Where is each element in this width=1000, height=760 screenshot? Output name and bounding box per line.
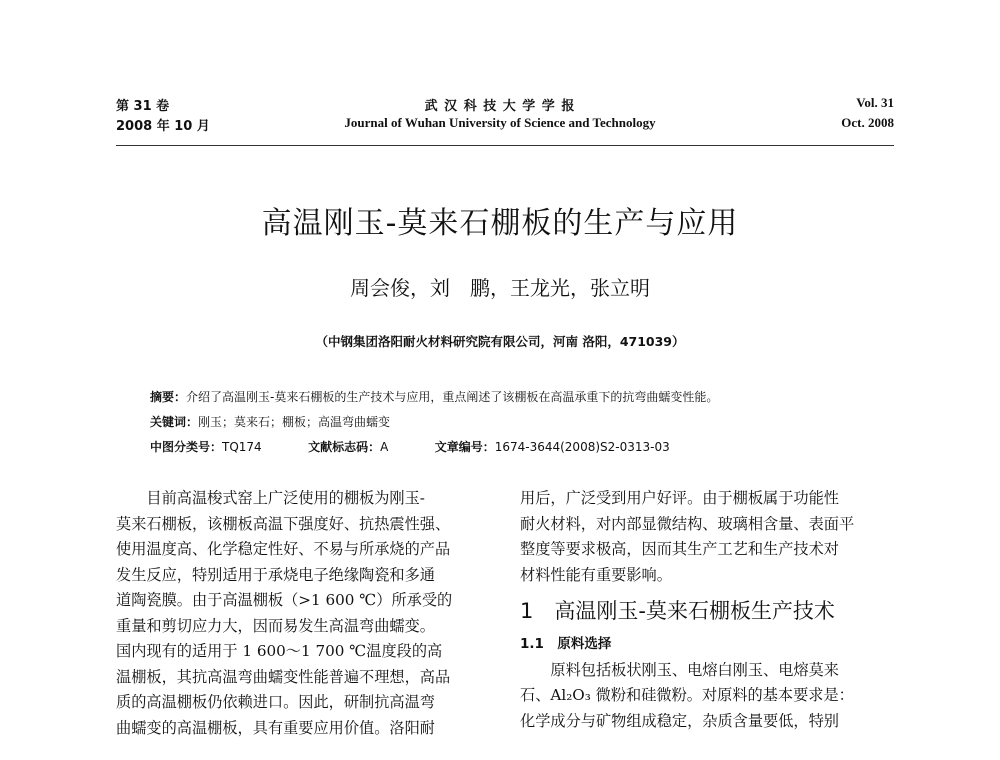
- affiliation: （中钢集团洛阳耐火材料研究院有限公司，河南 洛阳，471039）: [315, 334, 685, 349]
- classification-line: [150, 438, 670, 455]
- body-line: 国内现有的适用于 1 600～1 700 ℃温度段的高: [116, 642, 443, 660]
- section-heading-1: 1 高温刚玉-莫来石棚板生产技术: [520, 599, 835, 623]
- body-line: 使用温度高、化学稳定性好、不易与所承烧的产品: [116, 540, 451, 558]
- abstract-label: 摘要：: [150, 390, 187, 404]
- abstract-text: 介绍了高温刚玉-莫来石棚板的生产技术与应用，重点阐述了该棚板在高温承重下的抗弯曲蠕变性能。: [186, 390, 719, 404]
- body-line: 目前高温梭式窑上广泛使用的棚板为刚玉-: [116, 489, 425, 507]
- keywords: [150, 413, 390, 430]
- body-line: 曲蠕变的高温棚板，具有重要应用价值。洛阳耐: [116, 718, 435, 737]
- article-number-value: 1674-3644(2008)S2-0313-03: [494, 440, 670, 454]
- clc-value: TQ174: [222, 440, 262, 454]
- author-list: 周会俊，刘 鹏，王龙光，张立明: [350, 276, 650, 300]
- vol-label-en: Vol. 31: [856, 95, 894, 110]
- body-line: 温棚板，其抗高温弯曲蠕变性能普遍不理想，高品: [116, 667, 451, 686]
- body-line: 用后，广泛受到用户好评。由于棚板属于功能性: [520, 489, 839, 507]
- left-column: [116, 486, 486, 741]
- body-line: 材料性能有重要影响。: [520, 565, 672, 584]
- date-label-en: Oct. 2008: [841, 115, 894, 130]
- body-line: 道陶瓷膜。由于高温棚板（>1 600 ℃）所承受的: [116, 591, 453, 609]
- right-column: [520, 486, 894, 734]
- clc-label: 中图分类号：: [150, 440, 223, 454]
- paper-title: 高温刚玉-莫来石棚板的生产与应用: [261, 206, 739, 241]
- doc-code-value: A: [380, 440, 389, 454]
- keywords-label: 关键词：: [150, 415, 199, 429]
- body-line: 整度等要求极高，因而其生产工艺和生产技术对: [520, 540, 839, 558]
- body-line: 重量和剪切应力大，因而易发生高温弯曲蠕变。: [116, 616, 435, 635]
- article-number-label: 文章编号：: [434, 440, 495, 454]
- volume-label: 第 31 卷: [116, 99, 170, 114]
- header-rule: [116, 145, 894, 146]
- body-line: 石、Al₂O₃ 微粉和硅微粉。对原料的基本要求是：: [520, 686, 854, 704]
- keywords-text: 刚玉；莫来石；棚板；高温弯曲蠕变: [198, 415, 391, 429]
- body-line: 发生反应，特别适用于承烧电子绝缘陶瓷和多通: [116, 565, 435, 584]
- abstract: [150, 388, 718, 405]
- journal-name-en: Journal of Wuhan University of Science and Technology: [344, 115, 656, 130]
- body-line: 质的高温棚板仍依赖进口。因此，研制抗高温弯: [116, 693, 435, 711]
- body-line: 化学成分与矿物组成稳定，杂质含量要低，特别: [520, 711, 839, 730]
- journal-name-cn: 武 汉 科 技 大 学 学 报: [424, 99, 576, 114]
- date-label: 2008 年 10 月: [116, 119, 210, 134]
- body-line: 莫来石棚板，该棚板高温下强度好、抗热震性强、: [116, 514, 451, 533]
- body-line: 耐火材料，对内部显微结构、玻璃相含量、表面平: [520, 514, 855, 533]
- subsection-heading-1-1: 1.1 原料选择: [520, 636, 612, 652]
- doc-code-label: 文献标志码：: [308, 440, 381, 454]
- body-line: 原料包括板状刚玉、电熔白刚玉、电熔莫来: [520, 660, 839, 679]
